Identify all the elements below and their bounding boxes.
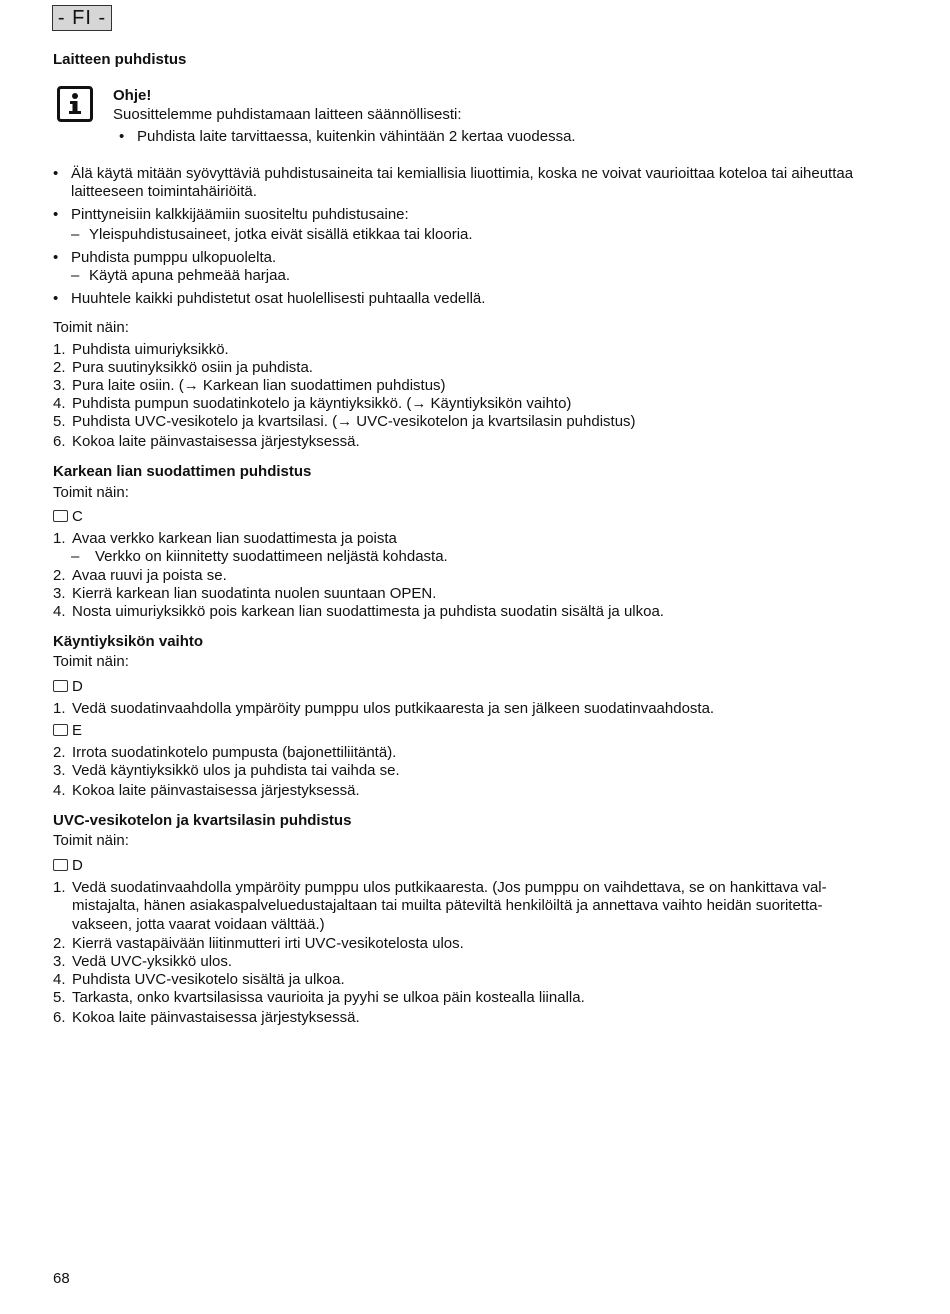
intro-text: Toimit näin: <box>53 484 129 501</box>
figure-ref: C <box>53 508 83 526</box>
step-item: 1. Avaa verkko karkean lian suodattimesta ja poista <box>53 530 397 547</box>
step-item: 2. Pura suutinyksikkö osiin ja puhdista. <box>53 359 313 376</box>
step-item: 6. Kokoa laite päinvastaisessa järjestyksessä. <box>53 1009 360 1026</box>
step-item: 3. Vedä käyntiyksikkö ulos ja puhdista tai vaihda se. <box>53 762 400 779</box>
step-item: 4. Puhdista pumpun suodatinkotelo ja käyntiyksikkö. (→ Käyntiyksikön vaihto) <box>53 395 572 412</box>
note-bullet: • Puhdista laite tarvittaessa, kuitenkin vähintään 2 kertaa vuodessa. <box>119 128 576 145</box>
step-item: 4. Nosta uimuriyksikkö pois karkean lian suodattimesta ja puhdista suodatin sisältä ja ulkoa. <box>53 603 664 620</box>
step-item: 1. Puhdista uimuriyksikkö. <box>53 341 229 358</box>
dash-item: – Verkko on kiinnitetty suodattimeen neljästä kohdasta. <box>71 548 448 565</box>
dash-item: – Yleispuhdistusaineet, jotka eivät sisällä etikkaa tai klooria. <box>71 226 473 243</box>
step-item-cont: vakseen, jotta vaarat voidaan välttää.) <box>72 916 325 933</box>
dash-item: – Käytä apuna pehmeää harjaa. <box>71 267 290 284</box>
step-item: 3. Pura laite osiin. (→ Karkean lian suodattimen puhdistus) <box>53 377 446 394</box>
intro-text: Toimit näin: <box>53 832 129 849</box>
section-title-motor-unit: Käyntiyksikön vaihto <box>53 633 204 650</box>
figure-ref: D <box>53 857 83 875</box>
figure-ref: D <box>53 678 83 696</box>
step-item: 3. Kierrä karkean lian suodatinta nuolen suuntaan OPEN. <box>53 585 437 602</box>
step-item: 4. Kokoa laite päinvastaisessa järjestyksessä. <box>53 782 360 799</box>
language-tag: - FI - <box>52 5 112 31</box>
section-title-uvc: UVC-vesikotelon ja kvartsilasin puhdistus <box>53 812 352 829</box>
figure-icon <box>53 510 68 522</box>
step-item: 5. Puhdista UVC-vesikotelo ja kvartsilasi. (→ UVC-vesikotelon ja kvartsilasin puhdistus) <box>53 413 636 430</box>
section-title-cleaning: Laitteen puhdistus <box>53 51 187 68</box>
note-title: Ohje! <box>113 87 152 104</box>
bullet-item: • Puhdista pumppu ulkopuolelta. <box>53 249 277 266</box>
step-item: 3. Vedä UVC-yksikkö ulos. <box>53 953 233 970</box>
section-title-coarse-filter: Karkean lian suodattimen puhdistus <box>53 463 312 480</box>
page-number: 68 <box>53 1270 70 1287</box>
info-icon <box>57 86 93 122</box>
intro-text: Toimit näin: <box>53 653 129 670</box>
step-item: 6. Kokoa laite päinvastaisessa järjestyksessä. <box>53 433 360 450</box>
bullet-item: • Älä käytä mitään syövyttäviä puhdistusaineita tai kemiallisia liuottimia, koska ne voivat vaurioittaa koteloa tai aiheuttaa <box>53 165 854 182</box>
step-item: 2. Irrota suodatinkotelo pumpusta (bajonettiliitäntä). <box>53 744 397 761</box>
figure-icon <box>53 859 68 871</box>
step-item: 2. Avaa ruuvi ja poista se. <box>53 567 227 584</box>
intro-text: Toimit näin: <box>53 319 129 336</box>
step-item-cont: mistajalta, hänen asiakaspalveluedustajaltaan tai muilta päteviltä henkilöiltä ja annettava vaihto heidän suoritetta- <box>72 897 823 914</box>
step-item: 2. Kierrä vastapäivään liitinmutteri irti UVC-vesikotelosta ulos. <box>53 935 464 952</box>
figure-ref: E <box>53 722 82 740</box>
step-item: 4. Puhdista UVC-vesikotelo sisältä ja ulkoa. <box>53 971 345 988</box>
step-item: 1. Vedä suodatinvaahdolla ympäröity pumppu ulos putkikaaresta ja sen jälkeen suodatinvaahdosta. <box>53 700 715 717</box>
bullet-item: • Huuhtele kaikki puhdistetut osat huolellisesti puhtaalla vedellä. <box>53 290 486 307</box>
figure-icon <box>53 724 68 736</box>
step-item: 5. Tarkasta, onko kvartsilasissa vaurioita ja pyyhi se ulkoa päin kostealla liinalla. <box>53 989 585 1006</box>
bullet-item-cont: laitteeseen toimintahäiriöitä. <box>71 183 257 200</box>
bullet-item: • Pinttyneisiin kalkkijäämiin suositeltu puhdistusaine: <box>53 206 409 223</box>
figure-icon <box>53 680 68 692</box>
step-item: 1. Vedä suodatinvaahdolla ympäröity pumppu ulos putkikaaresta. (Jos pumppu on vaihdettava, se on hankittava val- <box>53 879 827 896</box>
note-text: Suosittelemme puhdistamaan laitteen säännöllisesti: <box>113 106 462 123</box>
